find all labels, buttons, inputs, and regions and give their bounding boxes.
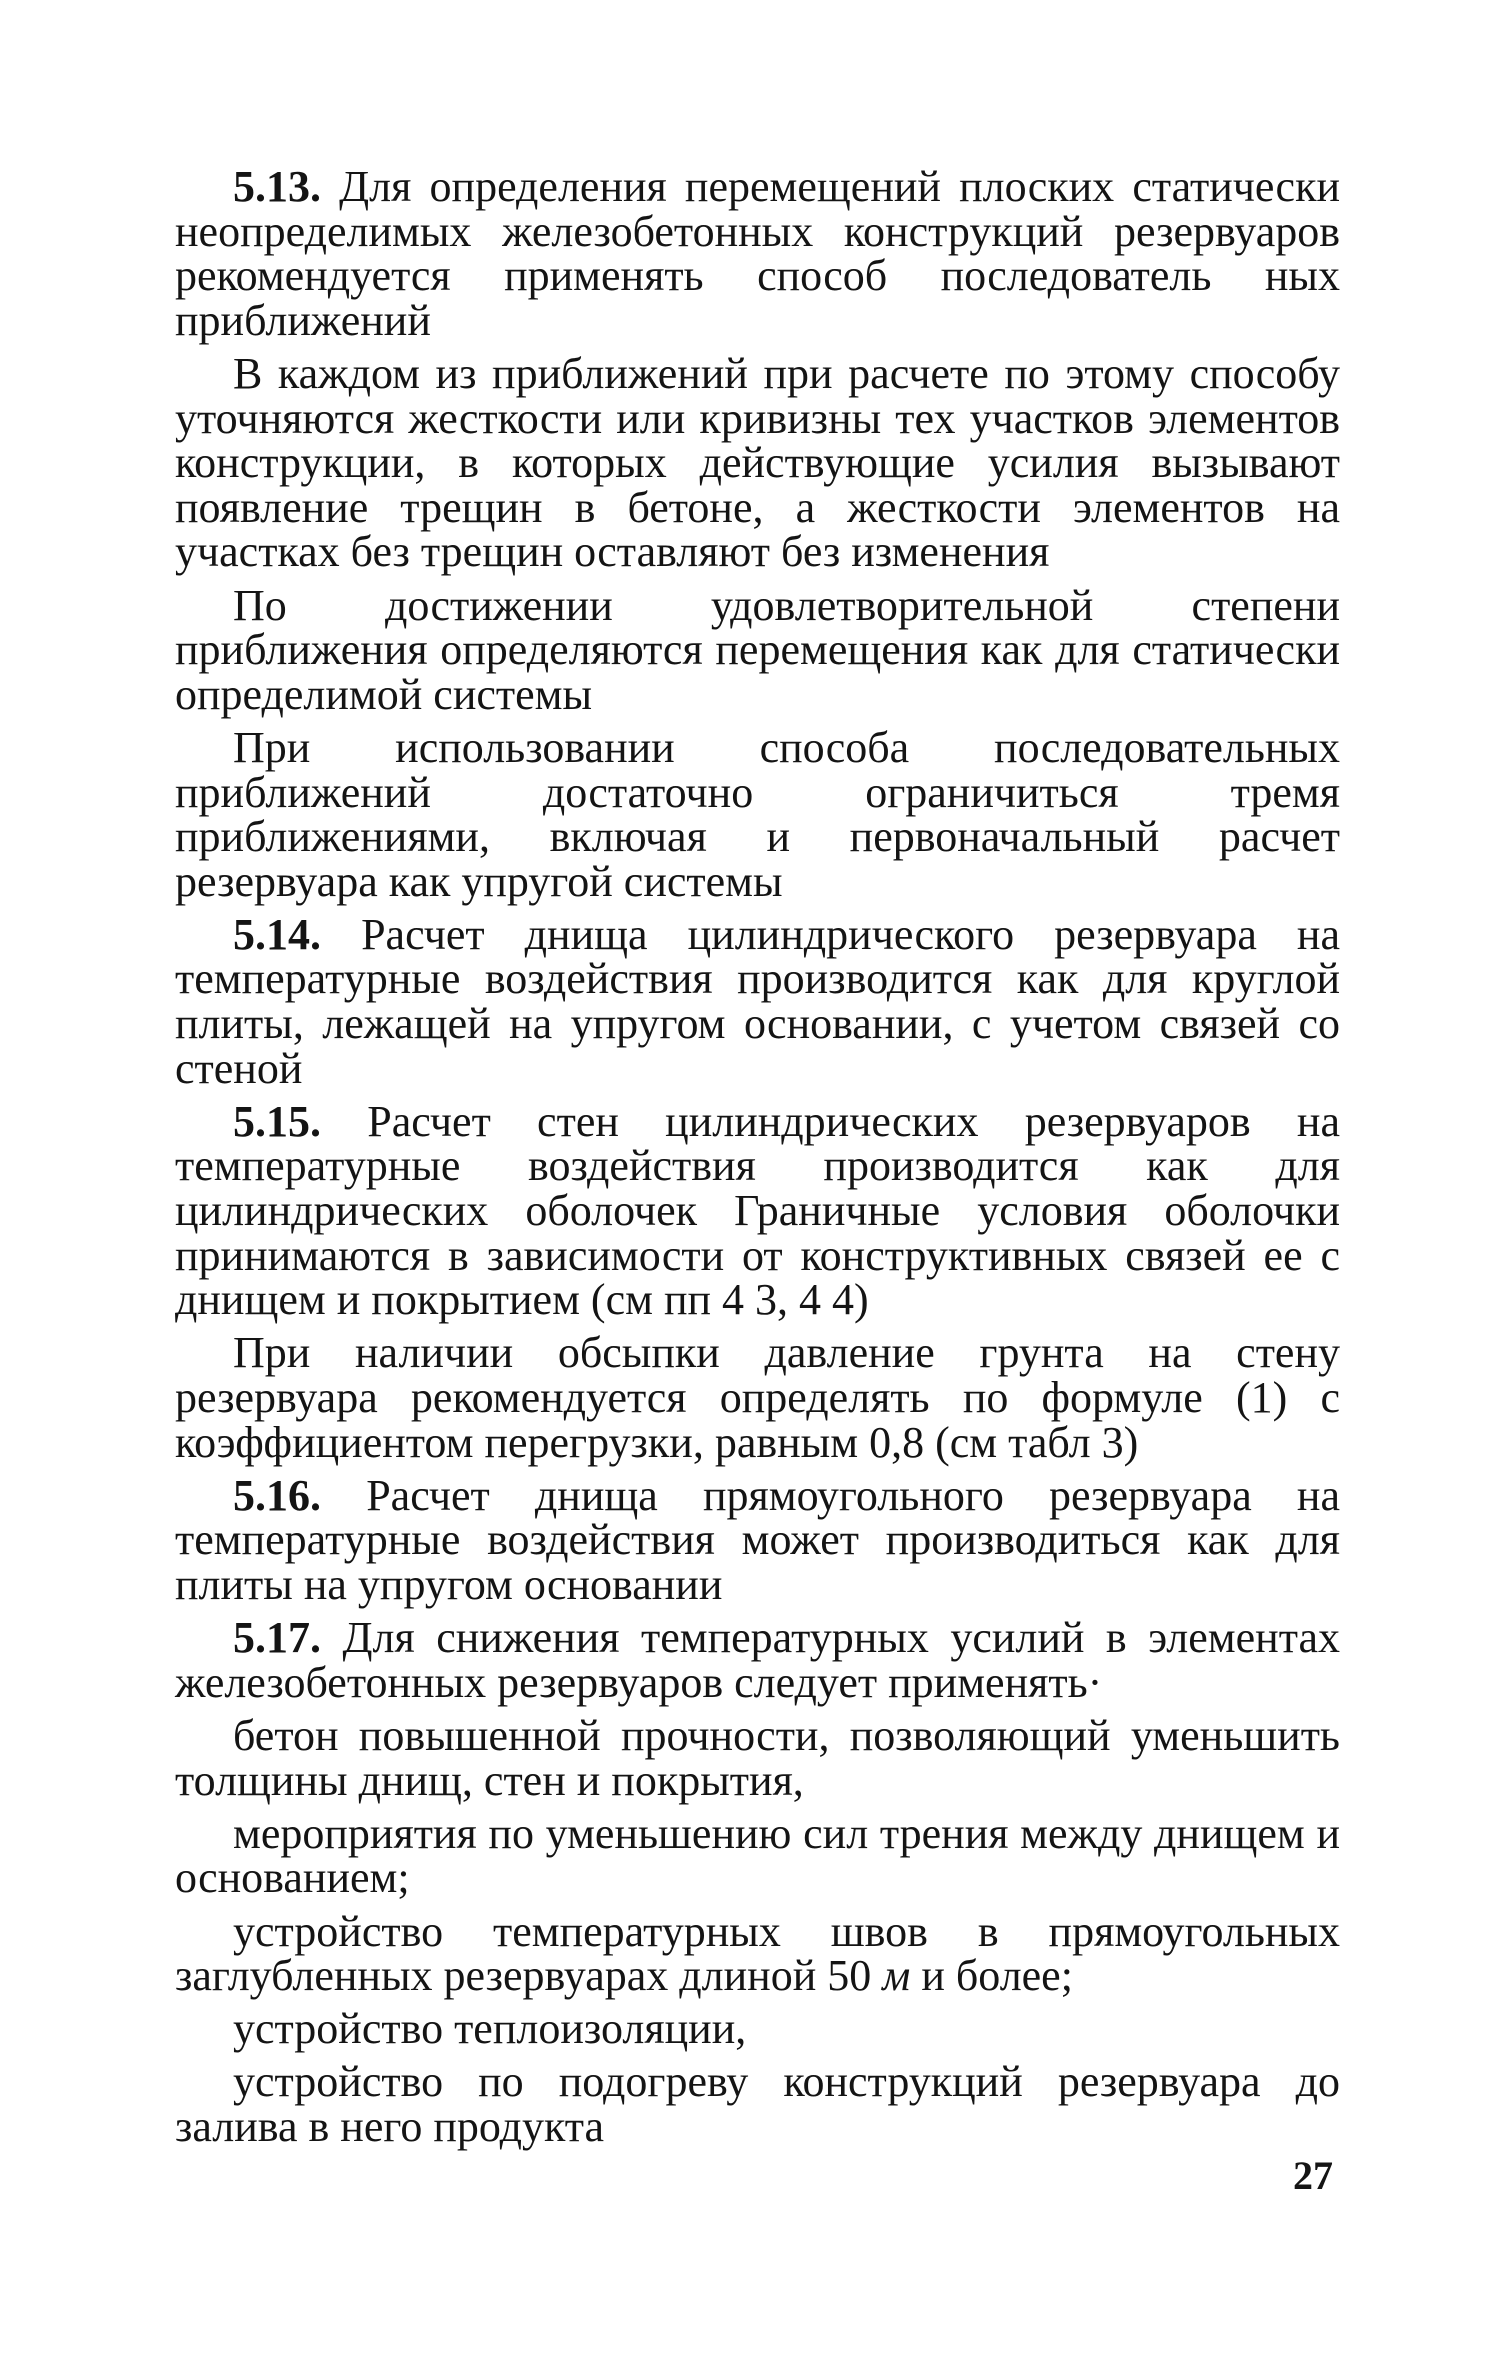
- paragraph-text: Расчет днища прямоугольного резервуара на температурные воздействия может производиться как для плиты на упругом основании: [175, 1470, 1340, 1609]
- paragraph: [175, 348, 1340, 577]
- list-item-text: устройство температурных швов в прямоугольных заглубленных резервуарах длиной 50: [175, 1906, 1340, 2001]
- section-number: 5.17.: [233, 1613, 321, 1663]
- paragraph-text: При наличии обсыпки давление грунта на стену резервуара рекомендуется определять по формуле (1) с коэффициентом перегрузки, равным 0,8 (см табл 3): [175, 1328, 1340, 1467]
- list-item-text: устройство по подогреву конструкций резервуара до залива в него продукта: [175, 2057, 1340, 2152]
- list-item: [175, 1906, 1340, 2001]
- paragraph-text: В каждом из приближений при расчете по этому способу уточняются жесткости или кривизны тех участков элементов конструкции, в которых действующие усилия вызывают появление трещин в бетоне, а жесткости элементов на участках без трещин оставляют без изменения: [175, 348, 1340, 577]
- paragraph-5-15: [175, 1096, 1341, 1325]
- list-item: [175, 1710, 1340, 1805]
- paragraph-text: При использовании способа последовательных приближений достаточно ограничиться тремя приближениями, включая и первоначальный расчет резервуара как упругой системы: [175, 722, 1340, 906]
- section-number: 5.13.: [233, 162, 321, 211]
- paragraph-5-16: [175, 1470, 1340, 1609]
- list-item-text: устройство теплоизоляции,: [233, 2004, 747, 2054]
- section-number: 5.15.: [233, 1096, 321, 1146]
- paragraph: [175, 722, 1340, 906]
- paragraph-text: Для снижения температурных усилий в элементах железобетонных резервуаров следует применять·: [175, 1613, 1340, 1707]
- paragraph-text: Расчет днища цилиндрического резервуара на температурные воздействия производится как для круглой плиты, лежащей на упругом основании, с учетом связей со стеной: [175, 909, 1340, 1093]
- list-item: [175, 1808, 1340, 1903]
- paragraph-5-17: [175, 1613, 1340, 1707]
- list-item: [175, 2004, 1340, 2054]
- list-item-text: бетон повышенной прочности, позволяющий уменьшить толщины днищ, стен и покрытия,: [175, 1710, 1340, 1805]
- paragraph-5-13: [175, 162, 1340, 345]
- unit-label: м: [882, 1951, 911, 2001]
- section-number: 5.16.: [233, 1470, 321, 1520]
- list-item: [175, 2057, 1340, 2152]
- paragraph-text: По достижении удовлетворительной степени приближения определяются перемещения как для статически определимой системы: [175, 580, 1340, 719]
- list-item-text-after: и более;: [921, 1951, 1073, 2001]
- section-number: 5.14.: [233, 909, 321, 959]
- paragraph: [175, 1328, 1340, 1467]
- paragraph-text: Для определения перемещений плоских статически неопределимых железобетонных конструкций резервуаров рекомендуется применять способ последователь ных приближений: [175, 162, 1340, 345]
- paragraph: [175, 580, 1340, 719]
- page-number: 27: [1293, 2153, 1333, 2198]
- list-item-text: мероприятия по уменьшению сил трения между днищем и основанием;: [175, 1808, 1340, 1903]
- paragraph-5-14: [175, 909, 1340, 1093]
- paragraph-text: Расчет стен цилиндрических резервуаров на температурные воздействия производится как для цилиндрических оболочек Граничные условия оболочки принимаются в зависимости от конструктивных связей ее с днищем и покрытием (см пп 4 3, 4 4): [175, 1096, 1341, 1325]
- page-text: [175, 162, 1341, 2158]
